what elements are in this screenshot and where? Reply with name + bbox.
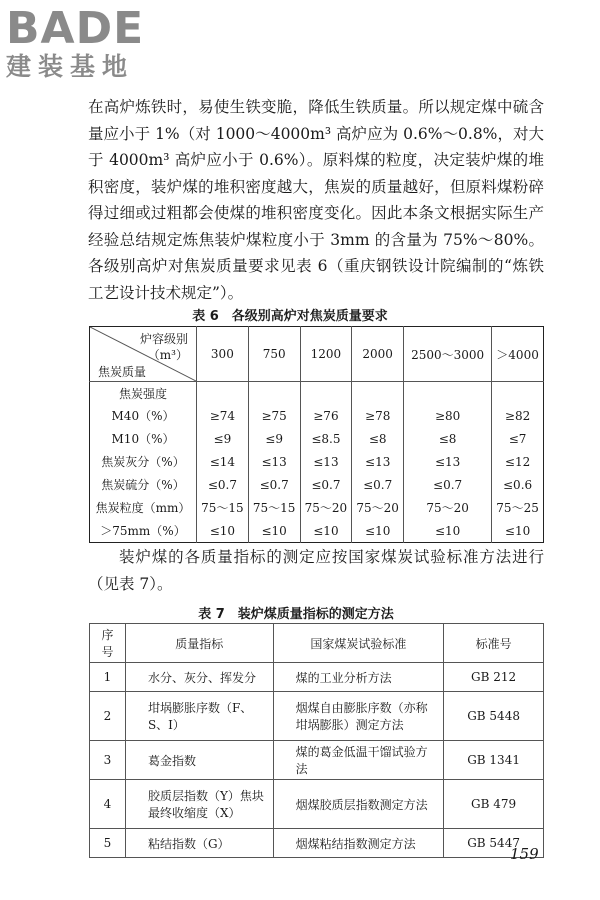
table-cell: ≤0.7: [404, 473, 492, 496]
test-method-table: [89, 623, 544, 858]
table-cell: 75～15: [197, 496, 249, 519]
standard-code: GB 5448: [444, 692, 544, 741]
table-cell: ≥76: [300, 404, 352, 427]
table-cell: ≤10: [197, 519, 249, 543]
logo: [6, 3, 176, 90]
corner-bottom-label: 焦炭质量: [98, 365, 147, 379]
column-header: 序号: [90, 624, 126, 663]
row-number: 1: [90, 663, 126, 692]
standard-code: GB 1341: [444, 741, 544, 780]
table-cell: ≤10: [352, 519, 404, 543]
table7-caption: 表 7 装炉煤质量指标的测定方法: [198, 607, 394, 622]
row-label: 焦炭硫分（%）: [101, 478, 185, 492]
table-cell: ≤0.7: [248, 473, 300, 496]
table-cell: ≥75: [248, 404, 300, 427]
table-row: [90, 519, 544, 543]
column-header: 1200: [300, 327, 352, 382]
table-cell: ≤0.7: [300, 473, 352, 496]
table-cell: ≤13: [300, 450, 352, 473]
column-header: 300: [197, 327, 249, 382]
row-number: 5: [90, 829, 126, 858]
row-label: M10（%）: [111, 432, 175, 446]
table-cell: ≤13: [404, 450, 492, 473]
table-cell: ≤0.7: [197, 473, 249, 496]
table7-header-row: [90, 624, 544, 663]
row-label: ＞75mm（%）: [100, 524, 186, 538]
table-cell: ≤10: [492, 519, 544, 543]
table-row: [90, 450, 544, 473]
table-row: [90, 829, 544, 858]
row-number: 4: [90, 780, 126, 829]
table-row: [90, 780, 544, 829]
table-cell: ≥74: [197, 404, 249, 427]
page-number: 159: [510, 845, 539, 863]
table-row: [90, 663, 544, 692]
table-cell: ≤10: [404, 519, 492, 543]
table-cell: ≥78: [352, 404, 404, 427]
standard-code: GB 212: [444, 663, 544, 692]
table-cell: ≤13: [352, 450, 404, 473]
row-label: 焦炭灰分（%）: [101, 455, 185, 469]
table-cell: ≤0.6: [492, 473, 544, 496]
logo-subtitle: 建装基地: [6, 52, 135, 81]
table-cell: ≥82: [492, 404, 544, 427]
table-cell: ≤7: [492, 427, 544, 450]
table-row: [90, 496, 544, 519]
corner-top-label: 炉容级别: [139, 332, 188, 346]
table-row: [90, 427, 544, 450]
quality-index: 葛金指数: [125, 741, 273, 780]
column-header: 质量指标: [125, 624, 273, 663]
group-label: 焦炭强度: [118, 386, 167, 401]
test-standard: 烟煤胶质层指数测定方法: [273, 780, 444, 829]
table-row: [90, 692, 544, 741]
table-cell: ≤10: [300, 519, 352, 543]
standard-code: GB 5447: [444, 829, 544, 858]
table-cell: ≤9: [248, 427, 300, 450]
quality-index: 坩埚膨胀序数（F、S、I）: [125, 692, 273, 741]
column-header: 2500～3000: [404, 327, 492, 382]
standard-code: GB 479: [444, 780, 544, 829]
column-header: ＞4000: [492, 327, 544, 382]
table-row: [90, 404, 544, 427]
table-cell: ≤9: [197, 427, 249, 450]
column-header: 2000: [352, 327, 404, 382]
row-label: M40（%）: [111, 409, 175, 423]
quality-index: 水分、灰分、挥发分: [125, 663, 273, 692]
quality-index: 粘结指数（G）: [125, 829, 273, 858]
test-standard: 煤的工业分析方法: [273, 663, 444, 692]
corner-unit-label: （m³）: [147, 348, 188, 362]
table-cell: ≤13: [248, 450, 300, 473]
table-cell: ≤0.7: [352, 473, 404, 496]
quality-index: 胶质层指数（Y）焦块最终收缩度（X）: [125, 780, 273, 829]
table-cell: ≤12: [492, 450, 544, 473]
column-header: 国家煤炭试验标准: [273, 624, 444, 663]
table-cell: ≤8: [404, 427, 492, 450]
row-number: 2: [90, 692, 126, 741]
table-row: [90, 741, 544, 780]
table-cell: ≤8.5: [300, 427, 352, 450]
column-header: 750: [248, 327, 300, 382]
table6-caption: 表 6 各级别高炉对焦炭质量要求: [192, 309, 388, 324]
column-header: 标准号: [444, 624, 544, 663]
body-paragraph-2: 装炉煤的各质量指标的测定应按国家煤炭试验标准方法进行（见表 7）。: [88, 548, 544, 593]
table-cell: ≤8: [352, 427, 404, 450]
row-label: 焦炭粒度（mm）: [95, 501, 191, 515]
table6-corner-cell: [90, 327, 197, 382]
table-cell: 75～25: [492, 496, 544, 519]
table-row: [90, 473, 544, 496]
table-cell: ≤14: [197, 450, 249, 473]
body-paragraph-1: 在高炉炼铁时，易使生铁变脆，降低生铁质量。所以规定煤中硫含量应小于 1%（对 1000～4000m³ 高炉应为 0.6%～0.8%，对大于 4000m³ 高炉应小于 0.6%）。原料煤的粒度，决定装炉煤的堆积密度，装炉煤的堆积密度越大，焦炭的质量越好，但原料煤粉碎得过细或过粗都会使煤的堆积密度变化。因此本条文根据实际生产经验总结规定炼焦装炉煤粒度小于 3mm 的含量为 75%～80%。各级别高炉对焦炭质量要求见表 6（重庆钢铁设计院编制的“炼铁工艺设计技术规定”）。: [88, 98, 544, 302]
table6-header-row: [90, 327, 544, 382]
table-row: [90, 382, 544, 405]
table-cell: 75～15: [248, 496, 300, 519]
table-cell: ≤10: [248, 519, 300, 543]
table-cell: 75～20: [300, 496, 352, 519]
test-standard: 烟煤粘结指数测定方法: [273, 829, 444, 858]
table-cell: 75～20: [404, 496, 492, 519]
logo-brand: BADE: [6, 3, 145, 54]
table-cell: 75～20: [352, 496, 404, 519]
coke-quality-table: [89, 326, 544, 543]
table-cell: ≥80: [404, 404, 492, 427]
row-number: 3: [90, 741, 126, 780]
test-standard: 煤的葛金低温干馏试验方法: [273, 741, 444, 780]
test-standard: 烟煤自由膨胀序数（亦称坩埚膨胀）测定方法: [273, 692, 444, 741]
